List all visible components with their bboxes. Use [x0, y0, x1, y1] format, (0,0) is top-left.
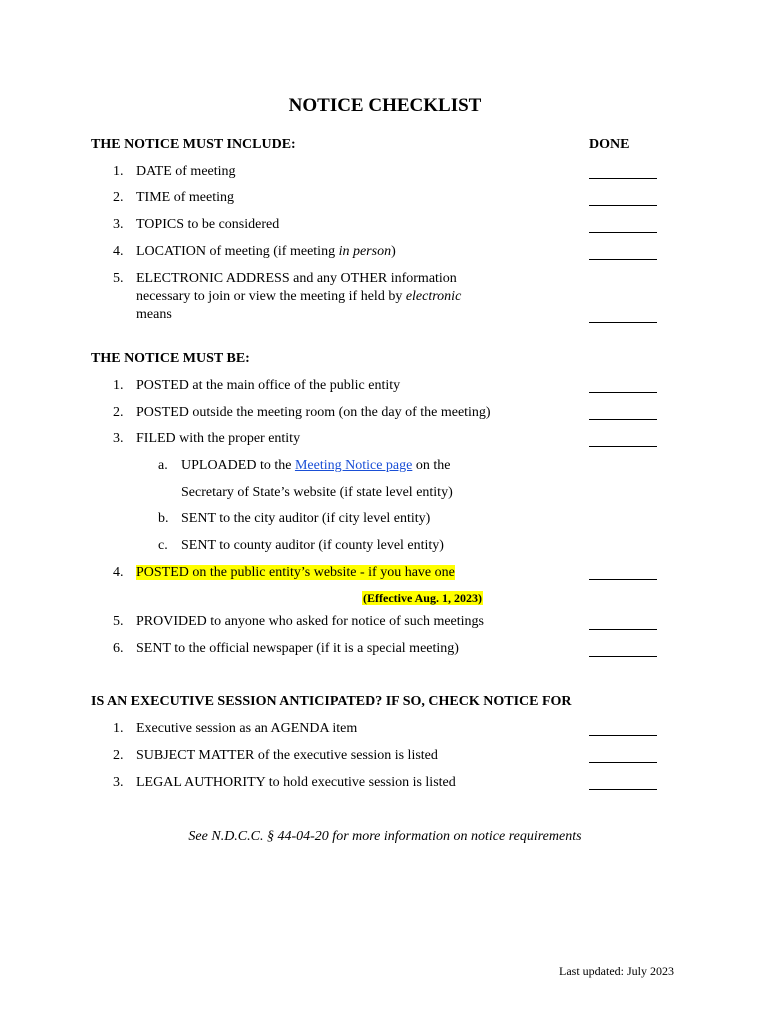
section-heading-executive: IS AN EXECUTIVE SESSION ANTICIPATED? IF SO, CHECK NOTICE FOR	[91, 694, 572, 709]
item-number: 2.	[113, 405, 124, 420]
subitem-letter: b.	[158, 511, 169, 526]
item-number: 6.	[113, 641, 124, 656]
done-line[interactable]	[589, 205, 657, 206]
item-number: 3.	[113, 431, 124, 446]
effective-date-note: (Effective Aug. 1, 2023)	[363, 591, 482, 605]
section-heading-include: THE NOTICE MUST INCLUDE:	[91, 137, 296, 152]
item-date-of-meeting: DATE of meeting	[136, 164, 236, 179]
item-subject-matter: SUBJECT MATTER of the executive session is listed	[136, 748, 438, 763]
done-column-header: DONE	[589, 137, 630, 152]
done-line[interactable]	[589, 656, 657, 657]
item-number: 1.	[113, 378, 124, 393]
item-executive-agenda: Executive session as an AGENDA item	[136, 721, 358, 736]
done-line[interactable]	[589, 789, 657, 790]
item-number: 2.	[113, 190, 124, 205]
subitem-letter: a.	[158, 458, 168, 473]
highlighted-text: POSTED on the public entity’s website - if you have one	[136, 565, 455, 580]
item-time-of-meeting: TIME of meeting	[136, 190, 234, 205]
item-number: 5.	[113, 271, 124, 286]
done-line[interactable]	[589, 259, 657, 260]
item-number: 1.	[113, 164, 124, 179]
subitem-letter: c.	[158, 538, 168, 553]
item-topics: TOPICS to be considered	[136, 217, 280, 232]
done-line[interactable]	[589, 392, 657, 393]
item-number: 5.	[113, 614, 124, 629]
subitem-county-auditor: SENT to county auditor (if county level entity)	[181, 538, 444, 553]
page-title: NOTICE CHECKLIST	[288, 95, 482, 116]
done-line[interactable]	[589, 419, 657, 420]
item-posted-main-office: POSTED at the main office of the public entity	[136, 378, 401, 393]
item-number: 4.	[113, 565, 124, 580]
item-number: 2.	[113, 748, 124, 763]
item-number: 4.	[113, 244, 124, 259]
item-provided-to-anyone: PROVIDED to anyone who asked for notice of such meetings	[136, 614, 484, 629]
item-number: 3.	[113, 217, 124, 232]
done-line[interactable]	[589, 178, 657, 179]
meeting-notice-page-link[interactable]: Meeting Notice page	[294, 458, 413, 473]
item-posted-outside-room: POSTED outside the meeting room (on the day of the meeting)	[136, 405, 491, 420]
done-line[interactable]	[589, 322, 657, 323]
subitem-city-auditor: SENT to the city auditor (if city level entity)	[181, 511, 431, 526]
item-location: LOCATION of meeting (if meeting in person)	[136, 244, 396, 259]
subitem-uploaded: UPLOADED to the Meeting Notice page on the	[181, 458, 451, 473]
subitem-uploaded-line2: Secretary of State’s website (if state level entity)	[181, 485, 453, 500]
item-legal-authority: LEGAL AUTHORITY to hold executive session is listed	[136, 775, 456, 790]
done-line[interactable]	[589, 579, 657, 580]
item-sent-newspaper: SENT to the official newspaper (if it is a special meeting)	[136, 641, 459, 656]
section-heading-must-be: THE NOTICE MUST BE:	[91, 351, 250, 366]
item-number: 1.	[113, 721, 124, 736]
item-electronic-address: ELECTRONIC ADDRESS and any OTHER information necessary to join or view the meeting if held by electronic means	[136, 271, 462, 322]
done-line[interactable]	[589, 629, 657, 630]
done-line[interactable]	[589, 446, 657, 447]
done-line[interactable]	[589, 735, 657, 736]
reference-note: See N.D.C.C. § 44-04-20 for more information on notice requirements	[188, 829, 582, 844]
item-number: 3.	[113, 775, 124, 790]
item-posted-website	[136, 564, 455, 581]
last-updated: Last updated: July 2023	[559, 964, 674, 978]
done-line[interactable]	[589, 762, 657, 763]
item-filed-proper-entity: FILED with the proper entity	[136, 431, 301, 446]
done-line[interactable]	[589, 232, 657, 233]
